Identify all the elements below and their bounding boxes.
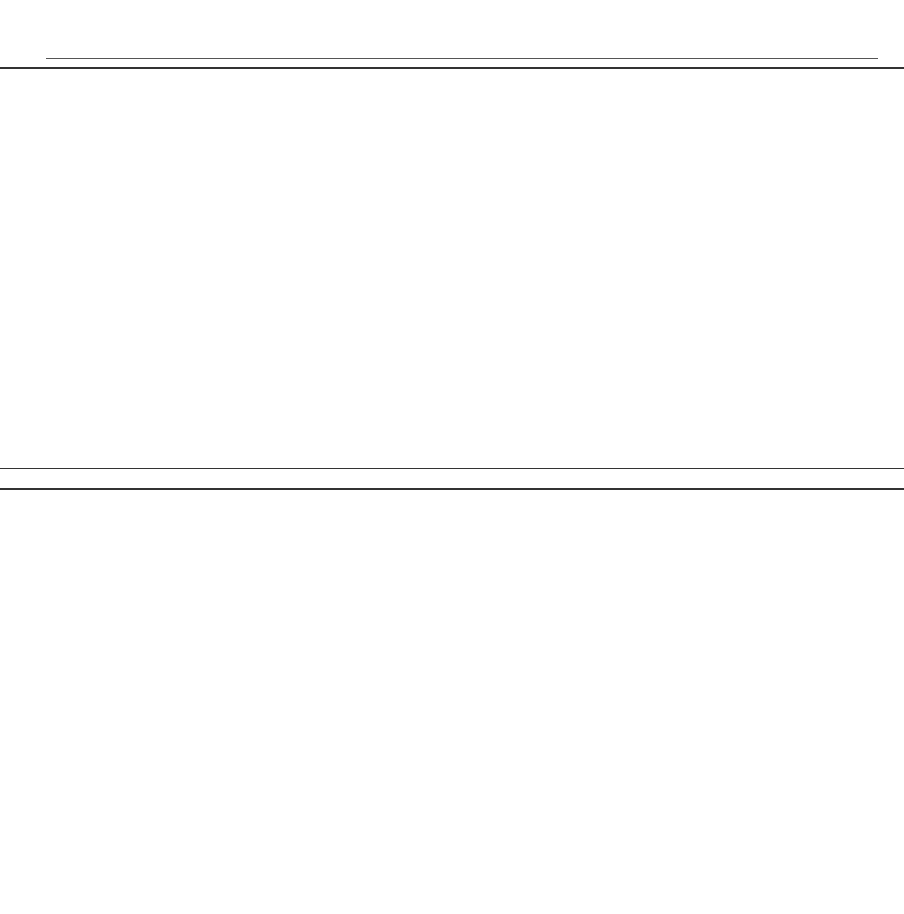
title-divider (46, 58, 878, 59)
top-tables-section (0, 67, 904, 469)
bottom-tables-section (0, 488, 904, 914)
page-header (0, 6, 904, 50)
